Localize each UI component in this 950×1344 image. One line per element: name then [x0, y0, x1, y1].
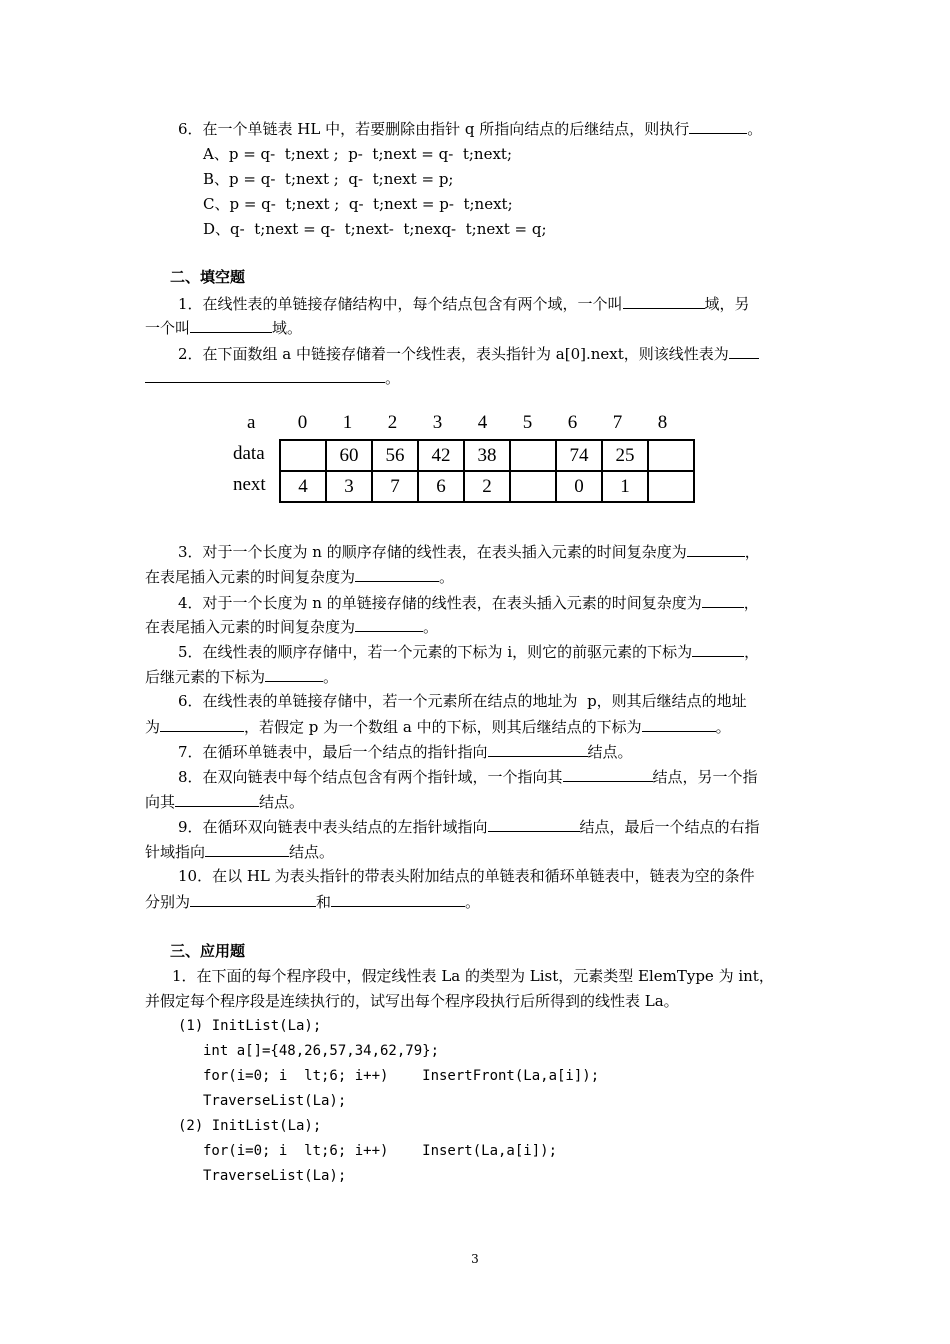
- s2-q2-line1: [178, 344, 759, 363]
- table-cell: [648, 440, 694, 471]
- table-cell: 0: [556, 471, 602, 502]
- table-cell: 74: [556, 440, 602, 471]
- s2-q8-text: 8．在双向链表中每个结点包含有两个指针域，一个指向其: [178, 768, 563, 786]
- array-index: 1: [342, 412, 353, 433]
- s2-q1-text-d: 域。: [272, 319, 303, 337]
- s2-q9-text-d: 结点。: [289, 843, 335, 861]
- s2-q8-text-d: 结点。: [259, 793, 305, 811]
- s2-q2-text: 2．在下面数组 a 中链接存储着一个线性表，表头指针为 a[0].next，则该线性表为: [178, 345, 729, 363]
- q6-option-c: C、p = q- t;next ; q- t;next = p- t;next;: [203, 195, 513, 213]
- array-name-label: a: [247, 412, 256, 433]
- s2-q6-text-c: ，若假定 p 为一个数组 a 中的下标，则其后继结点的下标为: [244, 718, 642, 736]
- table-cell: [280, 440, 326, 471]
- blank: [355, 617, 423, 632]
- blank: [175, 792, 259, 807]
- table-cell: 7: [372, 471, 418, 502]
- s2-q8-text-c: 向其: [145, 793, 176, 811]
- q6-option-d: D、q- t;next = q- t;next- t;nexq- t;next = q;: [203, 220, 547, 238]
- s2-q8-line2: [145, 792, 304, 811]
- blank: [355, 567, 439, 582]
- blank: [488, 742, 588, 757]
- table-cell: [648, 471, 694, 502]
- blank: [687, 542, 745, 557]
- s2-q9-text-b: 结点，最后一个结点的右指: [579, 818, 760, 836]
- s2-q9-line2: [145, 842, 334, 861]
- s2-q9-text: 9．在循环双向链表中表头结点的左指针域指向: [178, 818, 488, 836]
- array-index: 5: [522, 412, 533, 433]
- code-line: int a[]={48,26,57,34,62,79};: [203, 1043, 440, 1059]
- s2-q4-text: 4．对于一个长度为 n 的单链接存储的线性表，在表头插入元素的时间复杂度为: [178, 594, 702, 612]
- s2-q2-line2: [145, 368, 400, 387]
- code-line: (2) InitList(La);: [178, 1118, 322, 1134]
- s2-q7-line1: [178, 742, 633, 761]
- s2-q6-line2: [145, 717, 731, 736]
- s2-q6-line1: 6．在线性表的单链接存储中，若一个元素所在结点的地址为 p，则其后继结点的地址: [178, 692, 747, 710]
- s2-q1-text: 1．在线性表的单链接存储结构中，每个结点包含有两个域，一个叫: [178, 295, 623, 313]
- blank: [160, 717, 244, 732]
- blank: [331, 892, 465, 907]
- s2-q8-line1: [178, 767, 758, 786]
- array-index: 7: [612, 412, 623, 433]
- s2-q9-line1: [178, 817, 760, 836]
- table-cell: 42: [418, 440, 464, 471]
- s2-q5-text-c: 后继元素的下标为: [145, 668, 266, 686]
- blank: [488, 817, 580, 832]
- code-line: for(i=0; i lt;6; i++) Insert(La,a[i]);: [203, 1143, 558, 1159]
- array-index: 2: [387, 412, 398, 433]
- section3-title: 三、应用题: [170, 942, 246, 960]
- s2-q4-line2: [145, 617, 438, 636]
- array-index: 8: [657, 412, 668, 433]
- array-index: 6: [567, 412, 578, 433]
- blank: [145, 368, 385, 383]
- blank: [563, 767, 653, 782]
- code-line: for(i=0; i lt;6; i++) InsertFront(La,a[i]);: [203, 1068, 600, 1084]
- s2-q3-line1: [178, 542, 760, 561]
- s3-intro-line2: 并假定每个程序段是连续执行的，试写出每个程序段执行后所得到的线性表 La。: [145, 992, 679, 1010]
- array-row-label-next: next: [233, 474, 266, 495]
- q6-stem: [178, 119, 762, 138]
- table-cell: [510, 440, 556, 471]
- array-index: 0: [297, 412, 308, 433]
- s2-q3-text-c: 在表尾插入元素的时间复杂度为: [145, 568, 356, 586]
- table-cell: 60: [326, 440, 372, 471]
- s2-q6-text-b: 为: [145, 718, 161, 736]
- q6-option-b: B、p = q- t;next ; q- t;next = p;: [203, 170, 454, 188]
- table-cell: 2: [464, 471, 510, 502]
- table-cell: 4: [280, 471, 326, 502]
- s2-q3-text: 3．对于一个长度为 n 的顺序存储的线性表，在表头插入元素的时间复杂度为: [178, 543, 687, 561]
- s2-q4-text-d: 。: [423, 618, 439, 636]
- code-line: TraverseList(La);: [203, 1168, 347, 1184]
- blank: [702, 593, 744, 608]
- code-line: TraverseList(La);: [203, 1093, 347, 1109]
- s2-q10-text-c: 和: [316, 893, 332, 911]
- s2-q10-text-b: 分别为: [145, 893, 191, 911]
- q6-stem-end: 。: [747, 120, 763, 138]
- table-cell: 3: [326, 471, 372, 502]
- table-cell: 6: [418, 471, 464, 502]
- s2-q8-text-b: 结点，另一个指: [652, 768, 758, 786]
- linked-array-table: [279, 439, 695, 503]
- blank: [190, 892, 316, 907]
- blank: [190, 318, 272, 333]
- s2-q5-line2: [145, 667, 338, 686]
- table-cell: 1: [602, 471, 648, 502]
- table-row-data: [280, 440, 694, 471]
- table-cell: 25: [602, 440, 648, 471]
- s2-q1-text-b: 域，另: [704, 295, 750, 313]
- s2-q1-line2: [145, 318, 302, 337]
- s2-q10-line1: 10．在以 HL 为表头指针的带表头附加结点的单链表和循环单链表中，链表为空的条件: [178, 867, 755, 885]
- blank: [265, 667, 323, 682]
- blank: [692, 642, 744, 657]
- s3-intro-line1: 1．在下面的每个程序段中，假定线性表 La 的类型为 List，元素类型 ElemType 为 int，: [172, 967, 774, 985]
- blank: [642, 717, 716, 732]
- s2-q3-text-d: 。: [439, 568, 455, 586]
- s2-q4-line1: [178, 593, 759, 612]
- code-line: (1) InitList(La);: [178, 1018, 322, 1034]
- s2-q5-text: 5．在线性表的顺序存储中，若一个元素的下标为 i，则它的前驱元素的下标为: [178, 643, 693, 661]
- s2-q10-text-d: 。: [465, 893, 481, 911]
- table-row-next: [280, 471, 694, 502]
- s2-q6-text-d: 。: [715, 718, 731, 736]
- s2-q2-end: 。: [385, 369, 401, 387]
- page-number: 3: [471, 1252, 479, 1266]
- table-cell: [510, 471, 556, 502]
- s2-q9-text-c: 针域指向: [145, 843, 206, 861]
- s2-q1-text-c: 一个叫: [145, 319, 191, 337]
- table-cell: 56: [372, 440, 418, 471]
- blank: [729, 344, 759, 359]
- s2-q7-text: 7．在循环单链表中，最后一个结点的指针指向: [178, 743, 488, 761]
- s2-q3-line2: [145, 567, 454, 586]
- blank: [205, 842, 289, 857]
- s2-q5-text-d: 。: [323, 668, 339, 686]
- blank: [689, 119, 747, 134]
- s2-q10-line2: [145, 892, 480, 911]
- array-index: 3: [432, 412, 443, 433]
- section2-title: 二、填空题: [170, 268, 246, 286]
- array-index: 4: [477, 412, 488, 433]
- s2-q3-text-b: ，: [744, 543, 760, 561]
- table-cell: 38: [464, 440, 510, 471]
- q6-option-a: A、p = q- t;next ; p- t;next = q- t;next;: [203, 145, 512, 163]
- s2-q5-text-b: ，: [744, 643, 760, 661]
- s2-q4-text-b: ，: [743, 594, 759, 612]
- s2-q7-text-b: 结点。: [587, 743, 633, 761]
- q6-stem-text: 6．在一个单链表 HL 中，若要删除由指针 q 所指向结点的后继结点，则执行: [178, 120, 690, 138]
- s2-q5-line1: [178, 642, 759, 661]
- s2-q4-text-c: 在表尾插入元素的时间复杂度为: [145, 618, 356, 636]
- blank: [623, 294, 705, 309]
- s2-q1-line1: [178, 294, 750, 313]
- array-row-label-data: data: [233, 443, 265, 464]
